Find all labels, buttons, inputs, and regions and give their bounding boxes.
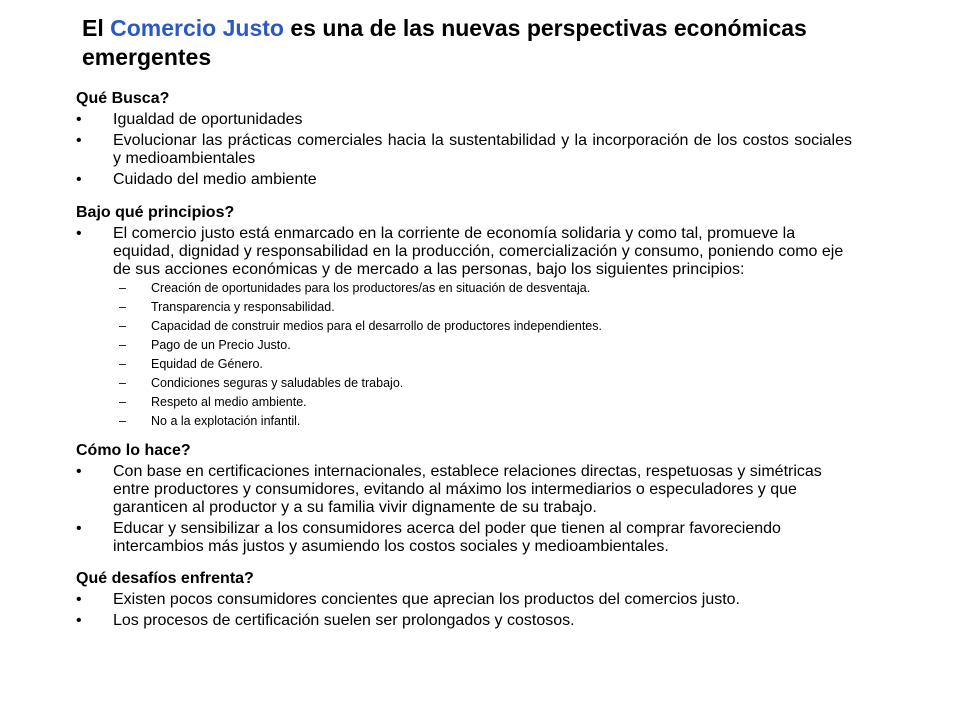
bullet-item: • Existen pocos consumidores concientes que aprecian los productos del comercios justo.: [76, 591, 852, 609]
bullet-item: • Con base en certificaciones internacionales, establece relaciones directas, respetuosas y simétricas entre productores y consumidores, evitando al máximo los intermediarios o especuladores y que garanticen al productor y a su familia vivir dignamente de su trabajo.: [76, 463, 852, 517]
section-heading: Qué Busca?: [76, 90, 170, 107]
section-heading: Qué desafíos enfrenta?: [76, 570, 254, 587]
bullet-item: [76, 225, 852, 429]
title-suffix: es una de las nuevas perspectivas económicas emergentes: [82, 15, 807, 70]
sub-item: – Creación de oportunidades para los productores/as en situación de desventaja.: [113, 281, 852, 296]
section-heading: Bajo qué principios?: [76, 204, 235, 221]
bullet-item: • Evolucionar las prácticas comerciales hacia la sustentabilidad y la incorporación de los costos sociales y medioambientales: [76, 132, 852, 168]
sub-item: – Transparencia y responsabilidad.: [113, 300, 852, 315]
bullet-list: [76, 111, 852, 189]
slide-title: [82, 14, 922, 72]
section-desafios: [76, 569, 852, 630]
bullet-text: El comercio justo está enmarcado en la corriente de economía solidaria y como tal, promueve la equidad, dignidad y responsabilidad en la producción, comercialización y consumo, poniendo como eje de sus acciones económicas y de mercado a las personas, bajo los siguientes principios:: [113, 225, 844, 278]
slide-content: [76, 89, 852, 633]
bullet-list: [76, 463, 852, 556]
sub-item: – Capacidad de construir medios para el desarrollo de productores independientes.: [113, 319, 852, 334]
section-como-lo-hace: [76, 441, 852, 556]
bullet-item: • Igualdad de oportunidades: [76, 111, 852, 129]
section-principios: [76, 203, 852, 429]
sub-item: – Pago de un Precio Justo.: [113, 338, 852, 353]
sub-item: – Equidad de Género.: [113, 357, 852, 372]
bullet-item: • Los procesos de certificación suelen ser prolongados y costosos.: [76, 612, 852, 630]
bullet-list: [76, 225, 852, 429]
section-heading: Cómo lo hace?: [76, 442, 191, 459]
sub-item: – Condiciones seguras y saludables de trabajo.: [113, 376, 852, 391]
bullet-item: • Cuidado del medio ambiente: [76, 171, 852, 189]
bullet-item: • Educar y sensibilizar a los consumidores acerca del poder que tienen al comprar favoreciendo intercambios más justos y asumiendo los costos sociales y medioambientales.: [76, 520, 852, 556]
title-prefix: El: [82, 15, 111, 41]
title-highlight: Comercio Justo: [110, 15, 284, 41]
sub-item: – No a la explotación infantil.: [113, 414, 852, 429]
section-que-busca: [76, 89, 852, 189]
principles-list: [113, 281, 852, 429]
bullet-list: [76, 591, 852, 630]
sub-item: – Respeto al medio ambiente.: [113, 395, 852, 410]
